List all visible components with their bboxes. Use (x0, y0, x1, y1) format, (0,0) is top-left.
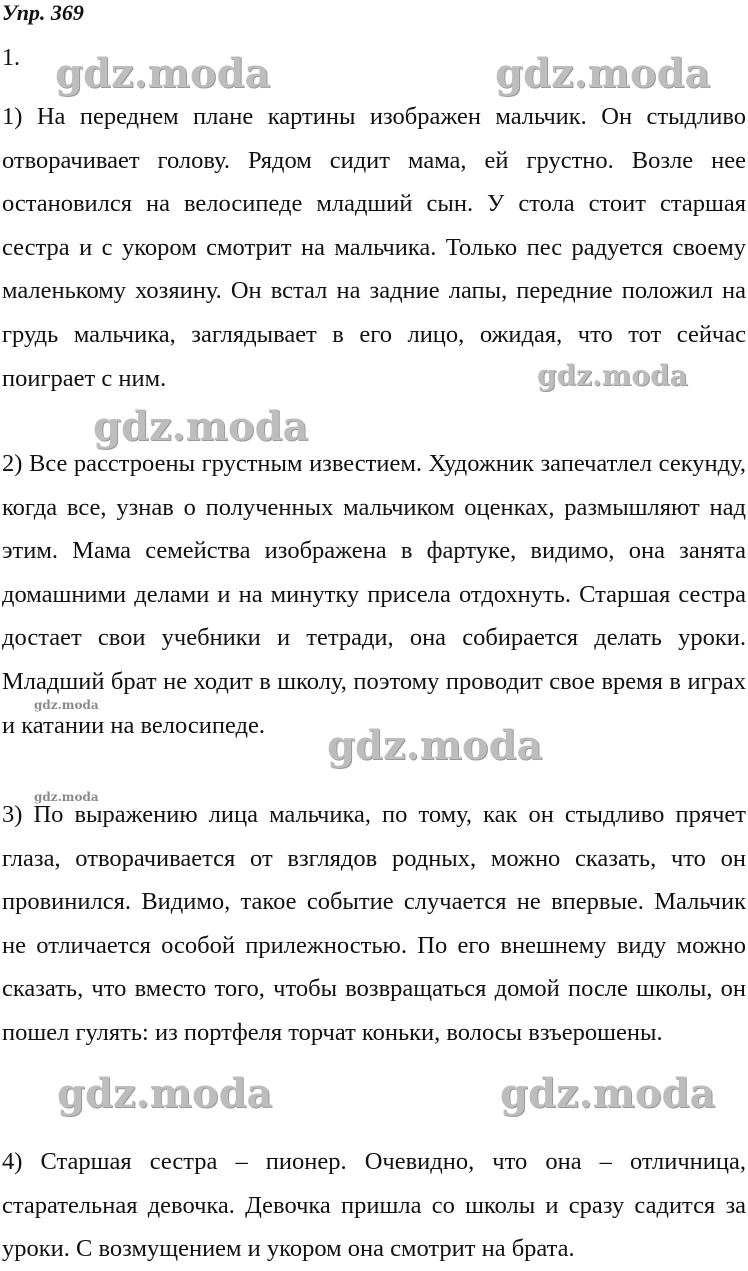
exercise-title: Упр. 369 (2, 0, 84, 25)
watermark: gdz.moda (500, 1070, 716, 1117)
watermark: gdz.moda (34, 790, 99, 804)
paragraph-4: 4) Старшая сестра – пионер. Очевидно, что она – отличница, старательная девочка. Девочка пришла со школы и сразу садится за уроки. С возмущением и укором она смотрит на брата. (2, 1148, 746, 1263)
watermark: gdz.moda (495, 50, 711, 97)
watermark: gdz.moda (55, 50, 271, 97)
paragraph-2: 2) Все расстроены грустным известием. Художник запечатлел секунду, когда все, узнав о полученных мальчиком оценках, размышляют над этим. Мама семейства изображена в фартуке, видимо, она занята домашними делами и на минутку присела отдохнуть. Старшая сестра достает свои учебники и тетради, она собирается делать уроки. Младший брат не ходит в школу, поэтому проводит свое время в играх и катании на велосипеде. (2, 450, 746, 739)
item-number: 1. (2, 45, 20, 71)
paragraph-1: 1) На переднем плане картины изображен мальчик. Он стыдливо отворачивает голову. Рядом сидит мама, ей грустно. Возле нее остановился на велосипеде младший сын. У стола стоит старшая сестра и с укором смотрит на мальчика. Только пес радуется своему маленькому хозяину. Он встал на задние лапы, передние положил на грудь мальчика, заглядывает в его лицо, ожидая, что тот сейчас поиграет с ним. (2, 103, 746, 392)
watermark: gdz.moda (327, 722, 543, 769)
watermark: gdz.moda (537, 359, 688, 392)
paragraph-3: 3) По выражению лица мальчика, по тому, как он стыдливо прячет глаза, отворачивается от взглядов родных, можно сказать, что он провинился. Видимо, такое событие случается не впервые. Мальчик не отличается особой прилежностью. По его внешнему виду можно сказать, что вместо того, чтобы возвращаться домой после школы, он пошел гулять: из портфеля торчат коньки, волосы взъерошены. (2, 801, 746, 1046)
watermark: gdz.moda (57, 1070, 273, 1117)
watermark: gdz.moda (93, 403, 309, 450)
watermark: gdz.moda (34, 698, 99, 712)
